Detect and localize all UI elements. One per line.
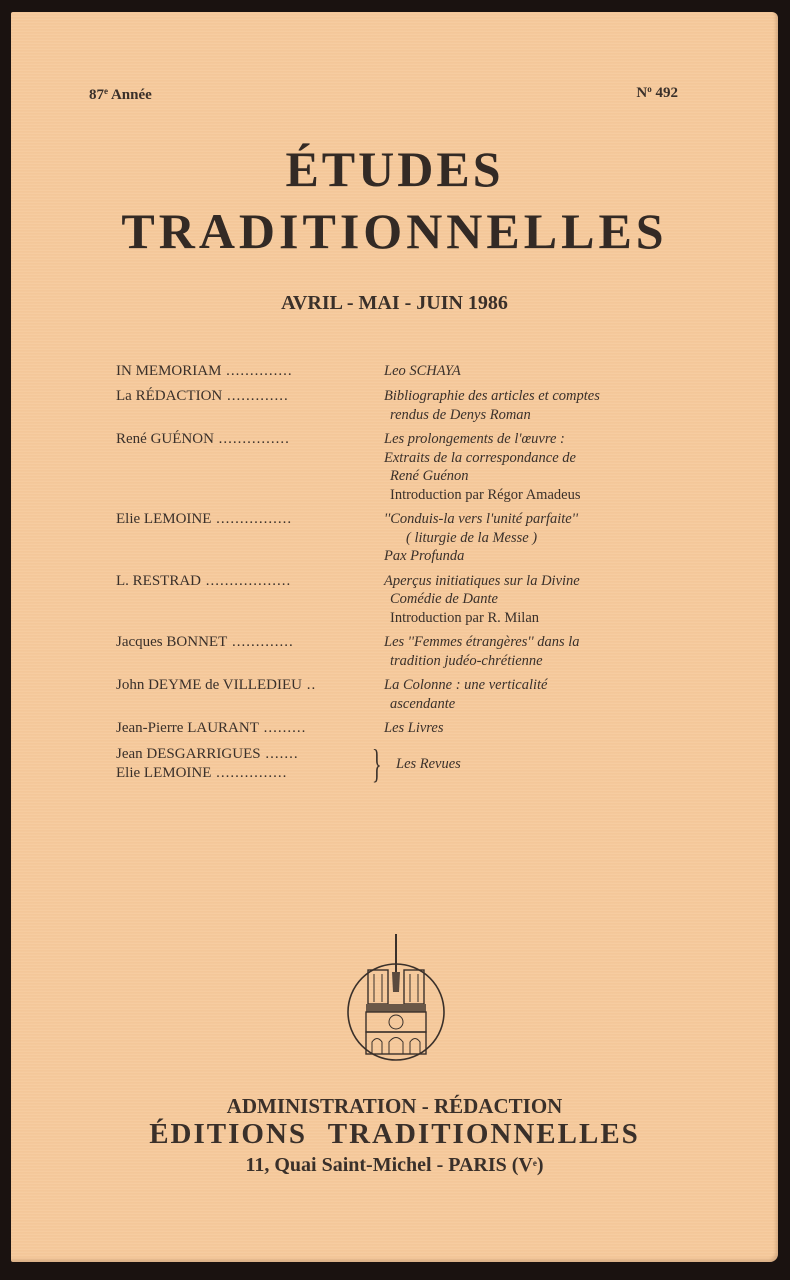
issue-period: AVRIL - MAI - JUIN 1986: [281, 292, 508, 314]
issue-prefix: N: [636, 85, 648, 101]
title-line-2: TRADITIONNELLES: [121, 203, 668, 259]
author-name: L. RESTRAD: [116, 572, 202, 589]
year-number: 87: [89, 87, 104, 103]
work-line: Aperçus initiatiques sur la Divine: [384, 572, 580, 589]
toc-entry: [116, 362, 696, 381]
toc-work-title: [384, 633, 696, 670]
toc-author: [116, 387, 384, 424]
leader-dots: .............: [222, 388, 289, 404]
issue-number: [636, 84, 678, 102]
toc-author: [116, 362, 384, 381]
work-line: Les Livres: [384, 720, 444, 736]
toc-work-title: [384, 676, 696, 713]
work-line: Introduction par Régor Amadeus: [390, 486, 581, 503]
leader-dots: .............: [227, 634, 294, 650]
publisher-name: ÉDITIONS TRADITIONNELLES: [149, 1118, 640, 1150]
author-name: Elie LEMOINE: [116, 765, 212, 781]
issue-value: 492: [655, 85, 678, 101]
work-line: ascendante: [390, 695, 456, 712]
author-name: Jacques BONNET: [116, 634, 228, 650]
leader-dots: ...............: [213, 431, 290, 447]
administration-label: ADMINISTRATION - RÉDACTION: [226, 1094, 563, 1118]
toc-work-title: [384, 719, 696, 738]
toc-work-title: [384, 430, 696, 504]
author-name: Jean DESGARRIGUES: [116, 746, 261, 762]
work-line: René Guénon: [390, 468, 469, 484]
notre-dame-emblem-icon: [344, 932, 448, 1062]
toc-work-title: [384, 362, 696, 381]
work-line: Leo SCHAYA: [384, 363, 461, 379]
work-line: Introduction par R. Milan: [390, 609, 540, 626]
brace-icon: }: [372, 741, 382, 786]
author-name: Jean-Pierre LAURANT: [116, 720, 259, 736]
address-text: 11, Quai Saint-Michel - PARIS (V: [245, 1154, 533, 1176]
publisher-address: [11, 1154, 778, 1177]
journal-cover: [11, 12, 778, 1262]
toc-entry: [116, 387, 696, 424]
leader-dots: ................: [211, 511, 293, 527]
leader-dots: .........: [258, 720, 307, 736]
year-suffix: e: [104, 86, 108, 96]
leader-dots: ..............: [221, 363, 293, 379]
toc-entry: [116, 430, 696, 504]
toc-author: [116, 764, 368, 783]
toc-author: [116, 572, 384, 628]
toc-work-title: [384, 572, 696, 628]
work-line: Extraits de la correspondance de: [384, 449, 576, 466]
work-line: ( liturgie de la Messe ): [406, 529, 538, 546]
author-name: Elie LEMOINE: [116, 511, 212, 527]
work-line: Comédie de Dante: [390, 591, 498, 607]
toc-entry: [116, 719, 696, 738]
work-line: rendus de Denys Roman: [390, 406, 531, 423]
work-line: tradition judéo-chrétienne: [390, 652, 543, 669]
leader-dots: ..: [301, 677, 317, 693]
leader-dots: ..................: [201, 572, 292, 589]
toc-author: [116, 633, 384, 670]
shared-authors: [116, 745, 368, 783]
year-word: Année: [110, 87, 152, 103]
work-line: La Colonne : une verticalité: [384, 677, 548, 693]
leader-dots: ...............: [211, 765, 288, 781]
toc-author: [116, 510, 384, 566]
toc-work-title: [384, 510, 696, 566]
work-line: Les ''Femmes étrangères'' dans la: [384, 634, 580, 650]
toc-author: [116, 745, 368, 764]
table-of-contents: [116, 362, 696, 784]
author-name: John DEYME de VILLEDIEU: [116, 677, 302, 693]
work-line: ''Conduis-la vers l'unité parfaite'': [384, 511, 578, 527]
work-line: Pax Profunda: [384, 548, 465, 564]
address-sup: e: [532, 1158, 537, 1168]
issue-prefix-sup: o: [647, 84, 652, 94]
title-line-1: ÉTUDES: [285, 141, 504, 197]
year-label: [89, 86, 152, 104]
toc-author: [116, 719, 384, 738]
author-name: La RÉDACTION: [116, 388, 223, 404]
toc-author: [116, 676, 384, 713]
work-line: Les Revues: [396, 755, 461, 772]
leader-dots: .......: [260, 746, 299, 762]
toc-work-title: [384, 387, 696, 424]
toc-work-title: [396, 755, 696, 774]
toc-entry: [116, 676, 696, 713]
work-line: Les prolongements de l'œuvre :: [384, 431, 565, 447]
author-name: René GUÉNON: [116, 431, 214, 447]
toc-author: [116, 430, 384, 504]
work-line: Bibliographie des articles et comptes: [384, 388, 600, 404]
toc-entry: [116, 510, 696, 566]
toc-entry-shared: [116, 741, 696, 786]
toc-entry: [116, 572, 696, 628]
toc-entry: [116, 633, 696, 670]
author-name: IN MEMORIAM: [116, 363, 222, 379]
address-end: ): [536, 1154, 544, 1176]
